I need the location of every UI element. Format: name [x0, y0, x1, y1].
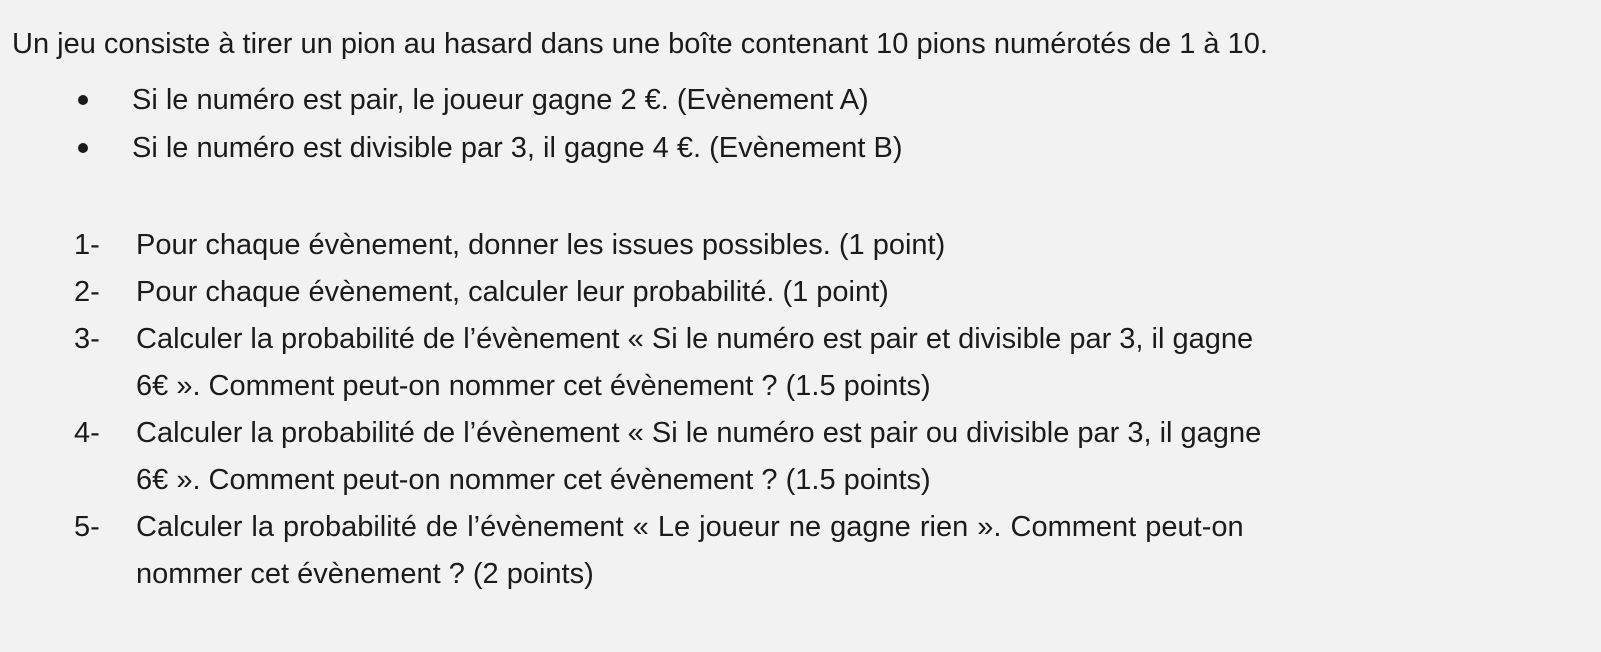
question-text: Calculer la probabilité de l’évènement « Le joueur ne gagne rien ». Comment peut-on	[136, 511, 1244, 543]
questions-list	[70, 222, 1560, 598]
question-text: Pour chaque évènement, donner les issues possibles. (1 point)	[136, 229, 946, 261]
rule-text-b: Si le numéro est divisible par 3, il gagne 4 €. (Evènement B)	[132, 132, 903, 164]
rule-text-a: Si le numéro est pair, le joueur gagne 2 €. (Evènement A)	[132, 84, 869, 116]
bullet-icon	[78, 95, 88, 105]
question-4	[70, 410, 1560, 504]
question-3	[70, 316, 1560, 410]
rule-item-a	[70, 80, 903, 128]
intro-text: Un jeu consiste à tirer un pion au hasard dans une boîte contenant 10 pions numérotés de 1 à 10.	[12, 28, 1268, 60]
question-number: 4-	[74, 417, 100, 449]
bullet-icon	[78, 143, 88, 153]
question-1	[70, 222, 1560, 269]
question-5	[70, 504, 1560, 598]
question-text: Calculer la probabilité de l’évènement « Si le numéro est pair et divisible par 3, il gagne	[136, 323, 1254, 355]
question-number: 5-	[74, 511, 100, 543]
question-text: Calculer la probabilité de l’évènement « Si le numéro est pair ou divisible par 3, il gagne	[136, 417, 1262, 449]
question-text: Pour chaque évènement, calculer leur probabilité. (1 point)	[136, 276, 889, 308]
question-text-continued: 6€ ». Comment peut-on nommer cet évènement ? (1.5 points)	[136, 464, 931, 496]
question-number: 1-	[74, 229, 100, 261]
question-number: 2-	[74, 276, 100, 308]
question-text-continued: nommer cet évènement ? (2 points)	[136, 558, 594, 590]
rules-list	[70, 80, 903, 176]
rule-item-b	[70, 128, 903, 176]
question-text-continued: 6€ ». Comment peut-on nommer cet évènement ? (1.5 points)	[136, 370, 931, 402]
question-2	[70, 269, 1560, 316]
question-number: 3-	[74, 323, 100, 355]
